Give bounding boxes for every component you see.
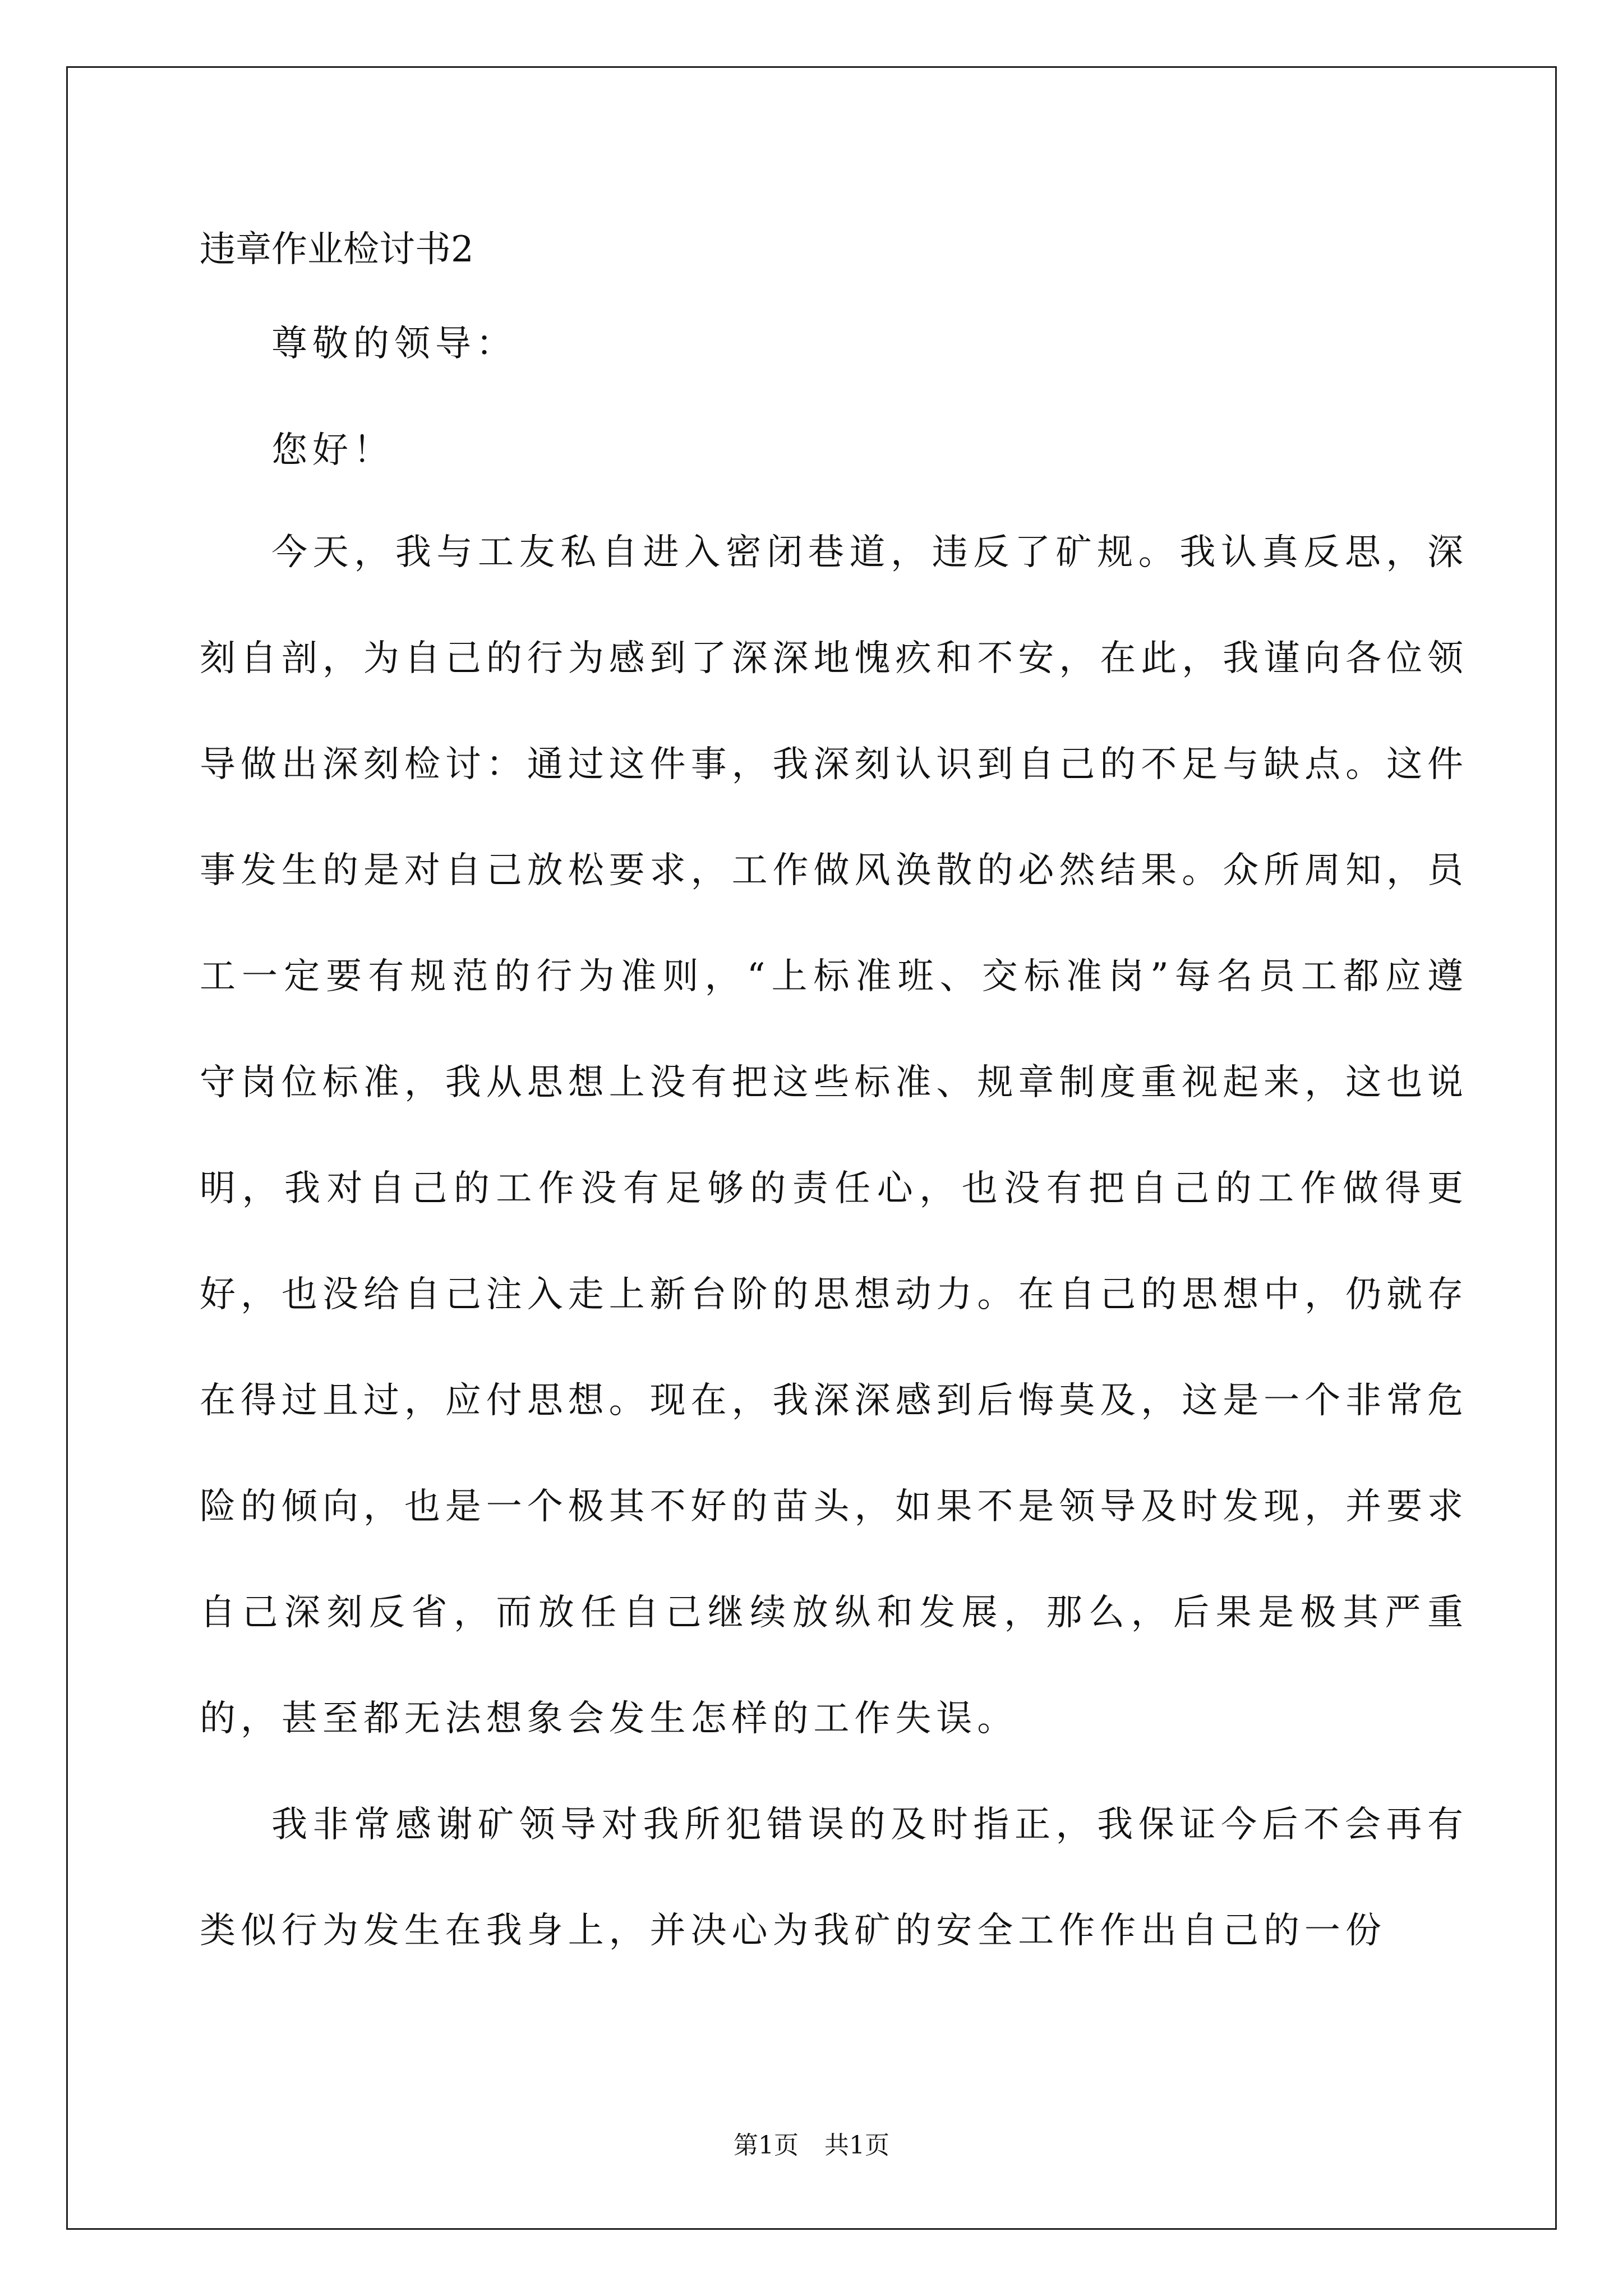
page-footer [0, 2129, 1623, 2162]
page-total: 共1页 [824, 2131, 889, 2160]
body-paragraph: 我非常感谢矿领导对我所犯错误的及时指正，我保证今后不会再有类似行为发生在我身上，并决心为我矿的安全工作作出自己的一份 [200, 1804, 1468, 1952]
page-number: 第1页 [734, 2131, 799, 2160]
greeting: 您好！ [271, 430, 394, 471]
body-paragraph: 今天，我与工友私自进入密闭巷道，违反了矿规。我认真反思，深刻自剖，为自己的行为感到了深深地愧疚和不安，在此，我谨向各位领导做出深刻检讨：通过这件事，我深刻认识到自己的不足与缺点。这件事发生的是对自己放松要求，工作做风涣散的必然结果。众所周知，员工一定要有规范的行为准则，“上标准班、交标准岗”每名员工都应遵守岗位标准，我从思想上没有把这些标准、规章制度重视起来，这也说明，我对自己的工作没有足够的责任心，也没有把自己的工作做得更好，也没给自己注入走上新台阶的思想动力。在自己的思想中，仍就存在得过且过，应付思想。现在，我深深感到后悔莫及，这是一个非常危险的倾向，也是一个极其不好的苗头，如果不是领导及时发现，并要求自己深刻反省，而放任自己继续放纵和发展，那么，后果是极其严重的，甚至都无法想象会发生怎样的工作失误。 [200, 532, 1468, 1740]
document-body [200, 222, 1468, 1984]
salutation: 尊敬的领导： [271, 323, 517, 365]
document-title: 违章作业检讨书2 [200, 229, 474, 270]
